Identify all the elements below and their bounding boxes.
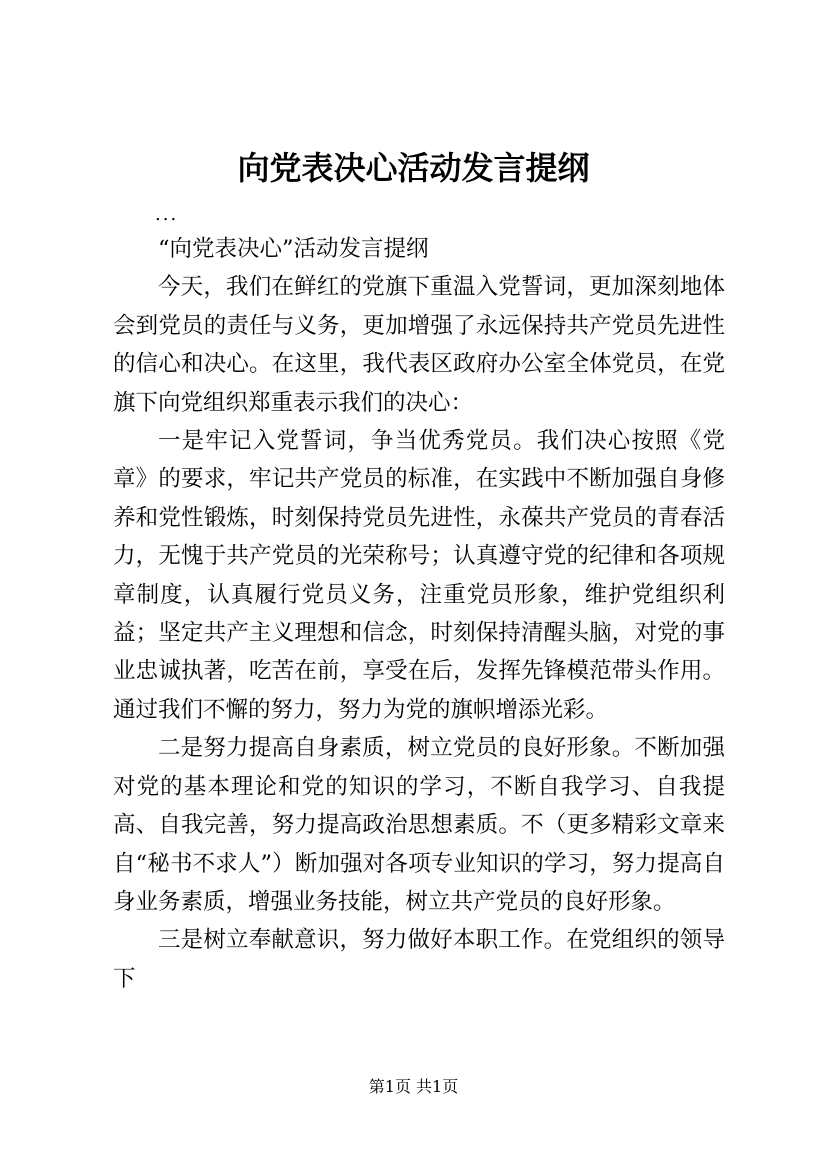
subtitle-paragraph: “向党表决心”活动发言提纲 <box>158 236 429 262</box>
document-title: 向党表决心活动发言提纲 <box>237 149 590 187</box>
ellipsis-marker: ... <box>155 204 179 225</box>
body-paragraph-third-point: 三是树立奉献意识，努力做好本职工作。在党组织的领导下 <box>113 927 725 992</box>
page-number-footer: 第1页 共1页 <box>368 1077 459 1096</box>
document-body <box>113 230 725 998</box>
body-paragraph-intro: 今天，我们在鲜红的党旗下重温入党誓词，更加深刻地体会到党员的责任与义务，更加增强了永远保持共产党员先进性的信心和决心。在这里，我代表区政府办公室全体党员，在党旗下向党组织郑重表示我们的决心： <box>113 274 725 416</box>
body-paragraph-second-point: 二是努力提高自身素质，树立党员的良好形象。不断加强对党的基本理论和党的知识的学习，不断自我学习、自我提高、自我完善，努力提高政治思想素质。不（更多精彩文章来自“秘书不求人”）断加强对各项专业知识的学习，努力提高自身业务素质，增强业务技能，树立共产党员的良好形象。 <box>113 735 725 915</box>
body-paragraph-first-point: 一是牢记入党誓词，争当优秀党员。我们决心按照《党章》的要求，牢记共产党员的标准，在实践中不断加强自身修养和党性锻炼，时刻保持党员先进性，永葆共产党员的青春活力，无愧于共产党员的光荣称号；认真遵守党的纪律和各项规章制度，认真履行党员义务，注重党员形象，维护党组织利益；坚定共产主义理想和信念，时刻保持清醒头脑，对党的事业忠诚执著，吃苦在前，享受在后，发挥先锋模范带头作用。通过我们不懈的努力，努力为党的旗帜增添光彩。 <box>113 428 725 723</box>
